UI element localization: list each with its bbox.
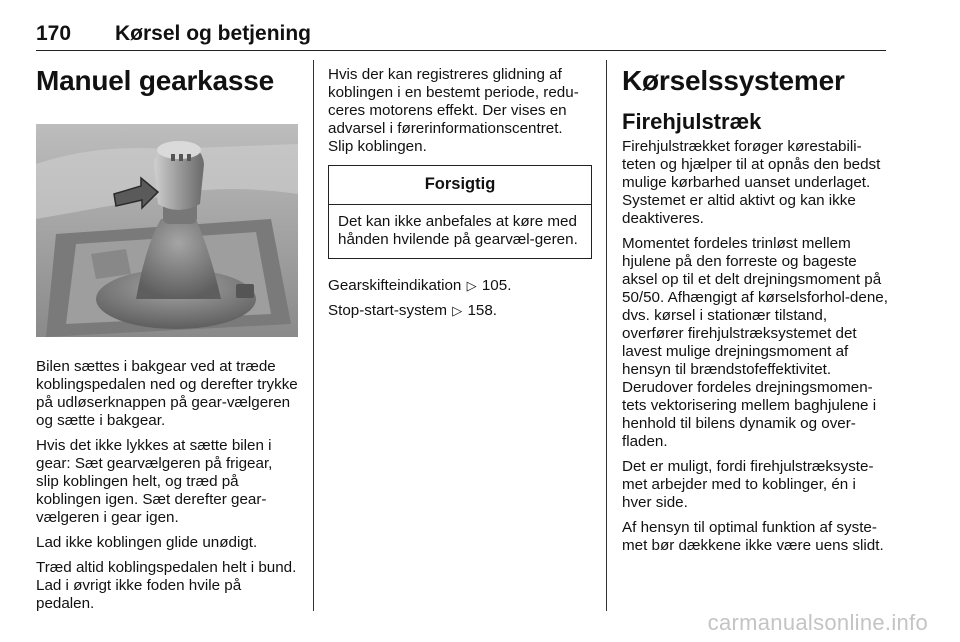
- page-reference-arrow-icon: ▷: [452, 303, 463, 318]
- body-paragraph: Momentet fordeles trinløst mellem hjulene på den forreste og bageste aksel op til et delt drejningsmoment på 50/50. Afhængigt af kørselsforhol-dene, dvs. kørsel i stationær tilstand, overfører firehjulstræksystemet det lavest mulige drejningsmoment af hensyn til brændstofeffektivitet. Derudover fordeles drejningsmomen-tets vektorisering mellem baghjulene i henhold til bilens dynamik og over-fladen.: [622, 235, 888, 450]
- column-middle: [328, 52, 592, 327]
- reference-label: Gearskifteindikation: [328, 277, 462, 294]
- body-paragraph: Træd altid koblingspedalen helt i bund. Lad i øvrigt ikke foden hvile på pedalen.: [36, 559, 297, 612]
- subsection-heading-awd: Firehjulstræk: [622, 109, 762, 134]
- page-number: 170: [36, 22, 72, 45]
- page-reference-arrow-icon: ▷: [466, 278, 477, 293]
- section-heading-manual-gearbox: Manuel gearkasse: [36, 65, 275, 96]
- body-paragraph: Firehjulstrækket forøger kørestabili-teten og hjælper til at opnås den bedst mulige kørbarhed uanset underlaget. Systemet er altid aktivt og kan ikke deaktiveres.: [622, 138, 881, 227]
- body-paragraph: Hvis der kan registreres glidning af koblingen i en bestemt periode, redu-ceres motorens effekt. Der vises en advarsel i førerinformationscentret. Slip koblingen.: [328, 66, 579, 155]
- caution-box: [328, 165, 592, 259]
- caution-title: Forsigtig: [329, 166, 591, 205]
- body-paragraph: Bilen sættes i bakgear ved at træde koblingspedalen ned og derefter trykke på udløserknappen på gear-vælgeren og sætte i bakgear.: [36, 358, 298, 429]
- gear-shift-knob-photo: [36, 124, 298, 337]
- caution-text: Det kan ikke anbefales at køre med hånden hvilende på gearvæl-geren.: [338, 213, 578, 248]
- cross-reference[interactable]: [328, 302, 592, 320]
- column-right: [622, 52, 888, 562]
- section-heading-driving-systems: Kørselssystemer: [622, 65, 845, 96]
- column-divider: [313, 60, 314, 611]
- body-paragraph: Det er muligt, fordi firehjulstræksyste-met arbejder med to koblinger, én i hver side.: [622, 458, 874, 511]
- reference-page: 105.: [481, 277, 512, 294]
- body-paragraph: Af hensyn til optimal funktion af syste-met bør dækkene ikke være uens slidt.: [622, 519, 884, 554]
- running-title: Kørsel og betjening: [115, 22, 312, 45]
- reference-label: Stop-start-system: [328, 302, 447, 319]
- column-divider: [606, 60, 607, 611]
- watermark: carmanualsonline.info: [707, 610, 928, 635]
- page-header: [36, 14, 886, 51]
- body-paragraph: Lad ikke koblingen glide unødigt.: [36, 534, 258, 551]
- column-left: [36, 52, 298, 620]
- body-paragraph: Hvis det ikke lykkes at sætte bilen i gear: Sæt gearvælgeren på frigear, slip koblingen helt, og træd på koblingen igen. Sæt derefter gear-vælgeren i gear igen.: [36, 437, 273, 526]
- reference-page: 158.: [467, 302, 498, 319]
- cross-reference[interactable]: [328, 277, 592, 295]
